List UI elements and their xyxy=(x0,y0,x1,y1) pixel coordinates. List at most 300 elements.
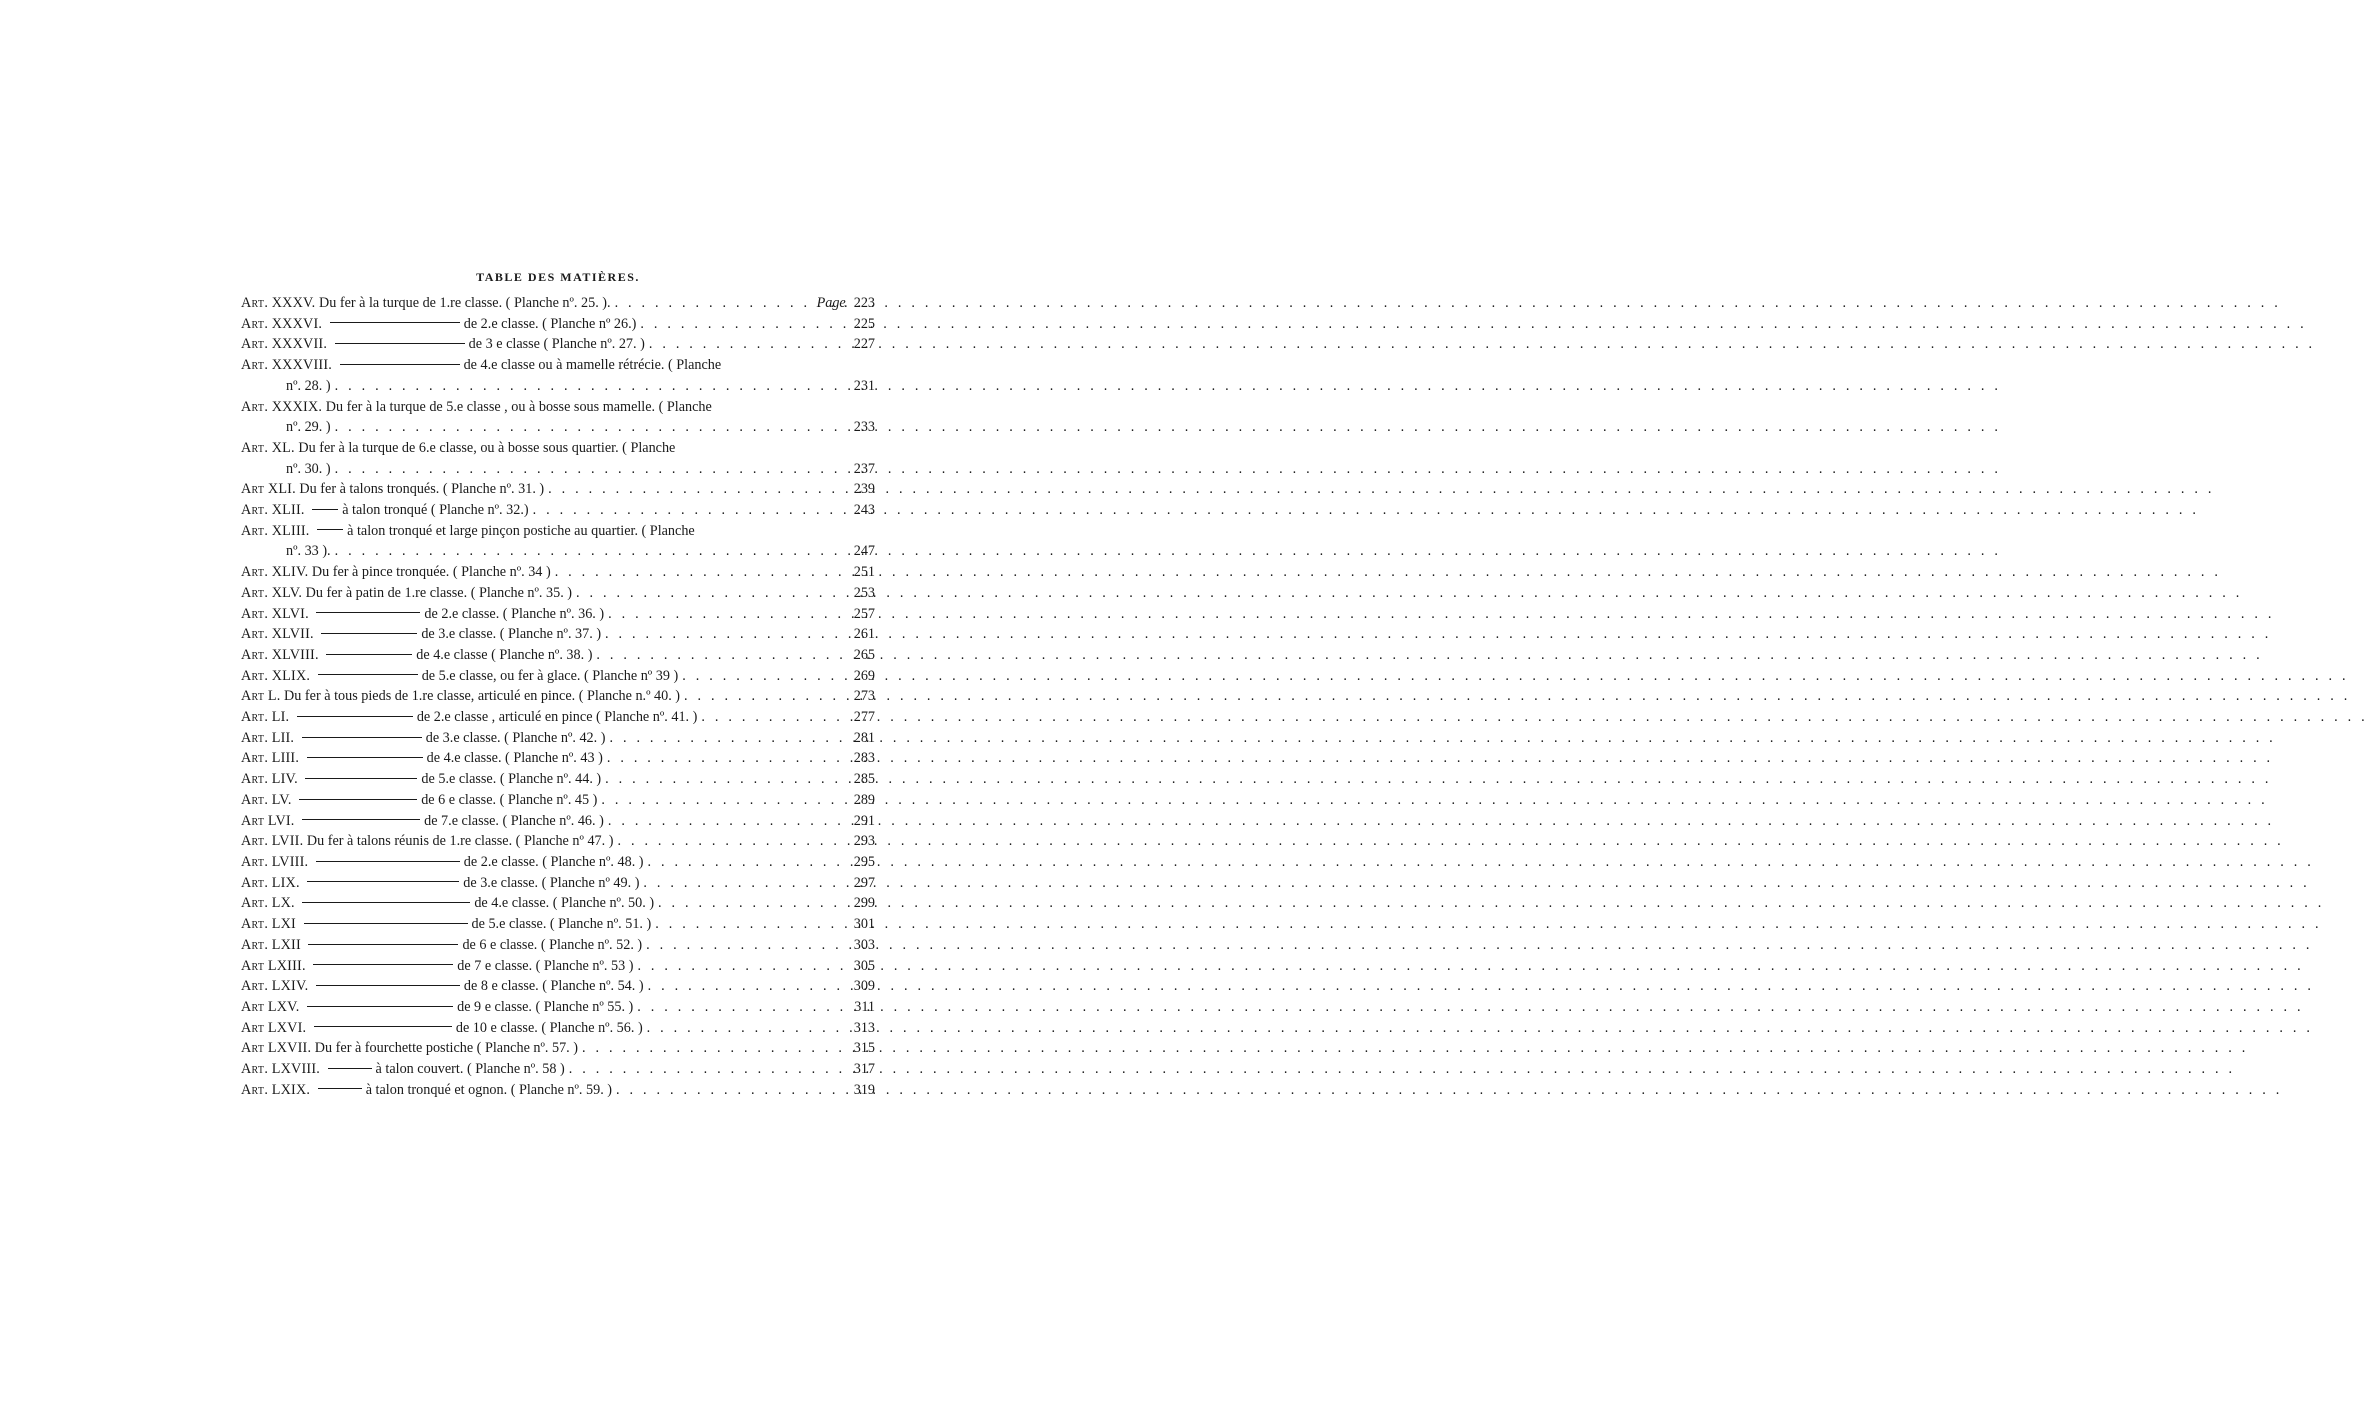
page-number-cell xyxy=(845,604,875,625)
toc-entry xyxy=(241,645,875,666)
dot-leader xyxy=(608,811,841,832)
page-number-cell xyxy=(845,790,875,811)
article-number: LXII xyxy=(271,936,301,953)
ditto-dash xyxy=(305,778,417,779)
article-number: LVII. xyxy=(271,833,304,850)
article-number: XLVI. xyxy=(271,605,309,622)
toc-entry-line xyxy=(241,645,875,666)
ditto-dash xyxy=(326,654,412,655)
toc-entry-line xyxy=(241,790,875,811)
toc-entry-text xyxy=(241,624,601,645)
page-number-cell xyxy=(845,914,875,935)
toc-entry-text xyxy=(241,728,605,749)
ditto-dash xyxy=(316,612,420,613)
page-number-cell xyxy=(845,728,875,749)
dot-leader xyxy=(616,1080,841,1101)
toc-entry xyxy=(241,334,875,355)
article-label: Art. xyxy=(241,522,269,539)
page-number-cell xyxy=(845,459,875,480)
toc-entry-text xyxy=(241,645,592,666)
toc-entry-line xyxy=(241,604,875,625)
article-label: Art. xyxy=(241,626,269,643)
entry-description: de 5.e classe, ou fer à glace. ( Planche nº 39 ) xyxy=(421,667,679,684)
toc-entries xyxy=(241,293,875,1100)
entry-description: Du fer à talons réunis de 1.re classe. ( Planche nº 47. ) xyxy=(306,833,614,850)
toc-entry xyxy=(241,604,875,625)
page-number-cell xyxy=(845,811,875,832)
toc-entry-text xyxy=(241,1059,565,1080)
toc-entry xyxy=(241,666,875,687)
page-number-cell xyxy=(845,831,875,852)
entry-description: de 9 e classe. ( Planche nº 55. ) xyxy=(457,998,634,1015)
page-number: 243 xyxy=(853,502,875,519)
article-label: Art. xyxy=(241,564,269,581)
entry-description: de 5.e classe. ( Planche nº. 51. ) xyxy=(471,916,652,933)
toc-entry xyxy=(241,707,875,728)
toc-entry-text xyxy=(241,873,639,894)
article-number: LXVIII. xyxy=(271,1061,320,1078)
page-number: 251 xyxy=(853,564,875,581)
page-number: 223 xyxy=(853,295,875,311)
article-number: XXXV. xyxy=(271,295,316,311)
toc-entry xyxy=(241,293,875,314)
page-number: 233 xyxy=(853,419,875,436)
entry-description: à talon tronqué et large pinçon postiche au quartier. ( Planche xyxy=(347,522,695,539)
article-label: Art. xyxy=(241,771,269,788)
toc-entry-text xyxy=(241,914,651,935)
article-number: LII. xyxy=(271,729,295,746)
entry-description: de 7 e classe. ( Planche nº. 53 ) xyxy=(457,957,634,974)
toc-entry-line xyxy=(241,893,875,914)
toc-entry-continuation xyxy=(241,459,875,480)
page-number-cell xyxy=(845,334,875,355)
dot-leader xyxy=(533,500,841,521)
entry-description: de 6 e classe. ( Planche nº. 45 ) xyxy=(421,791,598,808)
ditto-dash xyxy=(335,343,465,344)
page-number-cell xyxy=(845,893,875,914)
toc-entry-text xyxy=(241,707,697,728)
toc-entry-text xyxy=(241,956,633,977)
article-label: Art. xyxy=(241,336,269,353)
toc-entry xyxy=(241,976,875,997)
dot-leader xyxy=(335,459,841,480)
page-number: 283 xyxy=(853,750,875,767)
ditto-dash xyxy=(312,509,338,510)
toc-entry-line xyxy=(241,728,875,749)
toc-entry-line xyxy=(241,873,875,894)
toc-entry-text xyxy=(241,1018,643,1039)
dot-leader xyxy=(647,1018,841,1039)
article-label: Art. xyxy=(241,874,269,891)
toc-entry-line xyxy=(241,500,875,521)
toc-entry xyxy=(241,355,875,396)
article-number: LXIX. xyxy=(271,1081,311,1098)
dot-leader xyxy=(576,583,841,604)
page-number-cell xyxy=(845,376,875,397)
article-number: XLII. xyxy=(271,502,305,519)
toc-entry-text xyxy=(241,521,695,542)
page-number-cell xyxy=(845,1018,875,1039)
toc-entry xyxy=(241,728,875,749)
toc-entry-line xyxy=(241,521,875,542)
toc-entry-line xyxy=(241,479,875,500)
entry-continuation-text: nº. 29. ) xyxy=(286,419,331,436)
page-number: 257 xyxy=(853,605,875,622)
dot-leader xyxy=(548,479,841,500)
article-number: L. xyxy=(267,688,281,705)
toc-entry xyxy=(241,769,875,790)
dot-leader xyxy=(701,707,841,728)
toc-entry-text xyxy=(241,1038,578,1059)
article-number: LV. xyxy=(271,791,292,808)
article-number: XXXVIII. xyxy=(271,357,333,374)
article-number: XL. xyxy=(271,439,295,456)
ditto-dash xyxy=(321,633,417,634)
ditto-dash xyxy=(307,757,423,758)
dot-leader xyxy=(648,852,841,873)
toc-entry-line xyxy=(241,935,875,956)
article-label: Art. xyxy=(241,1061,269,1078)
article-number: XXXIX. xyxy=(271,398,323,415)
toc-entry xyxy=(241,914,875,935)
article-label: Art. xyxy=(241,833,269,850)
article-label: Art. xyxy=(241,398,269,415)
toc-entry-line xyxy=(241,438,875,459)
entry-description: à talon tronqué ( Planche nº. 32.) xyxy=(342,502,529,519)
article-number: LXIV. xyxy=(271,978,309,995)
page-number-cell xyxy=(845,666,875,687)
toc-entry xyxy=(241,438,875,479)
toc-entry-text xyxy=(241,479,544,500)
toc-entry xyxy=(241,521,875,562)
dot-leader xyxy=(335,541,841,562)
dot-leader xyxy=(582,1038,841,1059)
toc-entry-line xyxy=(241,397,875,418)
toc-entry xyxy=(241,956,875,977)
toc-entry-continuation xyxy=(241,376,875,397)
dot-leader xyxy=(684,686,841,707)
article-number: LVI. xyxy=(267,812,295,829)
toc-entry-line xyxy=(241,355,875,376)
toc-entry-text xyxy=(241,397,712,418)
toc-entry-line xyxy=(241,686,875,707)
toc-entry xyxy=(241,997,875,1018)
entry-description: de 5.e classe. ( Planche nº. 44. ) xyxy=(421,771,602,788)
toc-entry-text xyxy=(241,604,604,625)
ditto-dash xyxy=(313,964,453,965)
page-number: 313 xyxy=(853,1019,875,1036)
entry-description: de 2.e classe. ( Planche nº 26.) xyxy=(463,315,637,332)
article-label: Art. xyxy=(241,936,269,953)
dot-leader xyxy=(640,314,841,335)
toc-entry-text xyxy=(241,562,551,583)
toc-entry xyxy=(241,1038,875,1059)
page-number: 269 xyxy=(853,667,875,684)
toc-entry-line xyxy=(241,914,875,935)
toc-entry-text xyxy=(241,293,611,314)
page-number: 305 xyxy=(853,957,875,974)
page-number: 247 xyxy=(853,543,875,560)
page-number: 227 xyxy=(853,336,875,353)
ditto-dash xyxy=(316,861,460,862)
toc-entry-line xyxy=(241,314,875,335)
ditto-dash xyxy=(314,1026,452,1027)
article-label: Art. xyxy=(241,439,269,456)
ditto-dash xyxy=(297,716,413,717)
toc-entry-text xyxy=(241,831,613,852)
toc-entry-line xyxy=(241,1018,875,1039)
page-number-cell xyxy=(845,935,875,956)
article-number: LXI xyxy=(271,916,296,933)
page-number: 253 xyxy=(853,584,875,601)
entry-description: de 4.e classe ( Planche nº. 38. ) xyxy=(416,646,593,663)
article-number: XLIX. xyxy=(271,667,311,684)
article-label: Art. xyxy=(241,916,269,933)
article-label: Art. xyxy=(241,709,269,726)
page-number-cell xyxy=(845,852,875,873)
entry-description: Du fer à la turque de 5.e classe , ou à bosse sous mamelle. ( Planche xyxy=(325,398,712,415)
article-number: XLV. xyxy=(271,584,303,601)
toc-entry xyxy=(241,1080,875,1101)
toc-entry xyxy=(241,852,875,873)
article-number: XXXVII. xyxy=(271,336,328,353)
page-number: 239 xyxy=(853,481,875,498)
article-label: Art. xyxy=(241,502,269,519)
article-label: Art xyxy=(241,812,265,829)
toc-entry-text xyxy=(241,893,654,914)
page-number: 317 xyxy=(853,1061,875,1078)
ditto-dash xyxy=(318,674,418,675)
dot-leader xyxy=(601,790,841,811)
entry-description: Du fer à la turque de 1.re classe. ( Planche nº. 25. ). xyxy=(318,295,611,311)
dot-leader xyxy=(658,893,841,914)
toc-entry xyxy=(241,500,875,521)
dot-leader xyxy=(335,376,841,397)
toc-entry-line xyxy=(241,293,875,314)
entry-description: de 8 e classe. ( Planche nº. 54. ) xyxy=(463,978,644,995)
article-number: LI. xyxy=(271,709,290,726)
toc-entry-text xyxy=(241,334,645,355)
page-number-cell xyxy=(845,583,875,604)
dot-leader xyxy=(569,1059,841,1080)
entry-description: de 3.e classe. ( Planche nº. 37. ) xyxy=(421,626,602,643)
page-number: 281 xyxy=(853,729,875,746)
article-number: LX. xyxy=(271,895,295,912)
entry-description: de 2.e classe. ( Planche nº. 48. ) xyxy=(463,853,644,870)
dot-leader xyxy=(637,997,841,1018)
dot-leader xyxy=(649,334,841,355)
toc-entry-continuation xyxy=(241,417,875,438)
article-number: LIV. xyxy=(271,771,298,788)
article-label: Art. xyxy=(241,667,269,684)
article-label: Art. xyxy=(241,584,269,601)
page-number-cell xyxy=(845,1038,875,1059)
toc-entry-line xyxy=(241,769,875,790)
page-number-cell xyxy=(845,314,875,335)
dot-leader xyxy=(335,417,841,438)
toc-entry xyxy=(241,583,875,604)
entry-description: de 2.e classe. ( Planche nº. 36. ) xyxy=(424,605,605,622)
ditto-dash xyxy=(307,1006,453,1007)
entry-continuation-text: nº. 28. ) xyxy=(286,377,331,394)
article-label: Art. xyxy=(241,1081,269,1098)
page-number: 273 xyxy=(853,688,875,705)
ditto-dash xyxy=(340,364,460,365)
ditto-dash xyxy=(318,1088,362,1089)
page-number: 315 xyxy=(853,1040,875,1057)
dot-leader xyxy=(648,976,841,997)
article-number: XXXVI. xyxy=(271,315,323,332)
toc-title: TABLE DES MATIÈRES. xyxy=(476,270,640,284)
article-label: Art xyxy=(241,688,265,705)
entry-description: de 6 e classe. ( Planche nº. 52. ) xyxy=(462,936,643,953)
dot-leader xyxy=(617,831,841,852)
article-number: XLIII. xyxy=(271,522,310,539)
dot-leader xyxy=(605,624,841,645)
entry-description: Du fer à tous pieds de 1.re classe, articulé en pince. ( Planche n.º 40. ) xyxy=(284,688,681,705)
page-number-cell xyxy=(845,624,875,645)
article-label: Art. xyxy=(241,605,269,622)
entry-description: de 3.e classe. ( Planche nº. 42. ) xyxy=(425,729,606,746)
toc-entry xyxy=(241,624,875,645)
article-label: Art xyxy=(241,957,265,974)
article-label: Art xyxy=(241,1019,265,1036)
entry-description: à talon couvert. ( Planche nº. 58 ) xyxy=(375,1061,565,1078)
entry-continuation-text: nº. 30. ) xyxy=(286,460,331,477)
dot-leader xyxy=(655,914,841,935)
toc-entry-text xyxy=(241,438,675,459)
toc-entry-text xyxy=(241,583,572,604)
entry-continuation-text: nº. 33 ). xyxy=(286,543,331,560)
article-number: LXVII. xyxy=(267,1040,312,1057)
dot-leader xyxy=(646,935,841,956)
article-label: Art. xyxy=(241,895,269,912)
toc-entry-text xyxy=(241,666,678,687)
page-number-cell xyxy=(845,541,875,562)
entry-description: de 4.e classe. ( Planche nº. 43 ) xyxy=(426,750,603,767)
toc-entry-line xyxy=(241,707,875,728)
ditto-dash xyxy=(302,902,470,903)
page-number-cell xyxy=(845,956,875,977)
toc-entry-line xyxy=(241,811,875,832)
toc-entry-text xyxy=(241,355,721,376)
page-number: 311 xyxy=(854,998,875,1015)
ditto-dash xyxy=(299,799,417,800)
entry-description: Du fer à fourchette postiche ( Planche nº. 57. ) xyxy=(314,1040,579,1057)
page-number: 309 xyxy=(853,978,875,995)
page-number: 285 xyxy=(853,771,875,788)
article-number: LXIII. xyxy=(267,957,306,974)
ditto-dash xyxy=(308,944,458,945)
article-number: XLVII. xyxy=(271,626,314,643)
article-number: LIII. xyxy=(271,750,300,767)
toc-entry-line xyxy=(241,334,875,355)
ditto-dash xyxy=(317,529,343,530)
toc-entry-text xyxy=(241,852,644,873)
page-number-cell xyxy=(845,748,875,769)
dot-leader xyxy=(615,293,813,314)
dot-leader xyxy=(643,873,841,894)
page-number-cell xyxy=(845,707,875,728)
toc-entry xyxy=(241,479,875,500)
article-label: Art. xyxy=(241,646,269,663)
toc-entry-line xyxy=(241,562,875,583)
dot-leader xyxy=(596,645,841,666)
dot-leader xyxy=(608,604,841,625)
dot-leader xyxy=(637,956,841,977)
toc-entry xyxy=(241,873,875,894)
page-number-cell xyxy=(845,1080,875,1101)
entry-description: Du fer à talons tronqués. ( Planche nº. 31. ) xyxy=(299,481,545,498)
ditto-dash xyxy=(328,1068,372,1069)
article-number: LIX. xyxy=(271,874,300,891)
entry-description: Du fer à pince tronquée. ( Planche nº. 34 ) xyxy=(311,564,551,581)
entry-description: de 4.e classe ou à mamelle rétrécie. ( Planche xyxy=(463,357,722,374)
toc-entry xyxy=(241,831,875,852)
ditto-dash xyxy=(304,923,468,924)
entry-description: à talon tronqué et ognon. ( Planche nº. 59. ) xyxy=(365,1081,613,1098)
page-number: 291 xyxy=(853,812,875,829)
toc-entry-text xyxy=(241,314,636,335)
toc-entry xyxy=(241,397,875,438)
article-label: Art. xyxy=(241,295,269,311)
toc-entry-line xyxy=(241,1080,875,1101)
toc-entry xyxy=(241,686,875,707)
page-number: 299 xyxy=(853,895,875,912)
page-number: 303 xyxy=(853,936,875,953)
entry-description: de 7.e classe. ( Planche nº. 46. ) xyxy=(424,812,604,829)
book-page xyxy=(0,0,1100,1422)
entry-description: de 4.e classe. ( Planche nº. 50. ) xyxy=(474,895,655,912)
toc-entry-text xyxy=(241,500,529,521)
page-number: 237 xyxy=(853,460,875,477)
ditto-dash xyxy=(307,881,459,882)
ditto-dash xyxy=(302,737,422,738)
page-number: 295 xyxy=(853,853,875,870)
toc-entry-text xyxy=(241,976,644,997)
article-number: XLVIII. xyxy=(271,646,319,663)
toc-entry xyxy=(241,893,875,914)
page-number: 261 xyxy=(853,626,875,643)
article-label: Art. xyxy=(241,791,269,808)
ditto-dash xyxy=(302,819,420,820)
toc-entry-line xyxy=(241,624,875,645)
toc-entry-line xyxy=(241,831,875,852)
page-number: 265 xyxy=(853,646,875,663)
toc-entry-line xyxy=(241,748,875,769)
toc-entry xyxy=(241,811,875,832)
page-number-cell xyxy=(845,997,875,1018)
entry-description: Du fer à la turque de 6.e classe, ou à bosse sous quartier. ( Planche xyxy=(298,439,676,456)
entry-description: Du fer à patin de 1.re classe. ( Planche nº. 35. ) xyxy=(305,584,573,601)
article-label: Art. xyxy=(241,750,269,767)
toc-entry-text xyxy=(241,1080,612,1101)
page-number-cell xyxy=(845,562,875,583)
toc-entry xyxy=(241,1018,875,1039)
page-number-cell xyxy=(845,645,875,666)
page-number-cell xyxy=(845,500,875,521)
article-label: Art xyxy=(241,481,265,498)
article-label: Art. xyxy=(241,357,269,374)
page-label: Page xyxy=(816,295,846,311)
article-label: Art xyxy=(241,998,265,1015)
ditto-dash xyxy=(330,322,460,323)
ditto-dash xyxy=(316,985,460,986)
dot-leader xyxy=(555,562,841,583)
page-number: 293 xyxy=(853,833,875,850)
article-label: Art. xyxy=(241,729,269,746)
toc-entry xyxy=(241,790,875,811)
